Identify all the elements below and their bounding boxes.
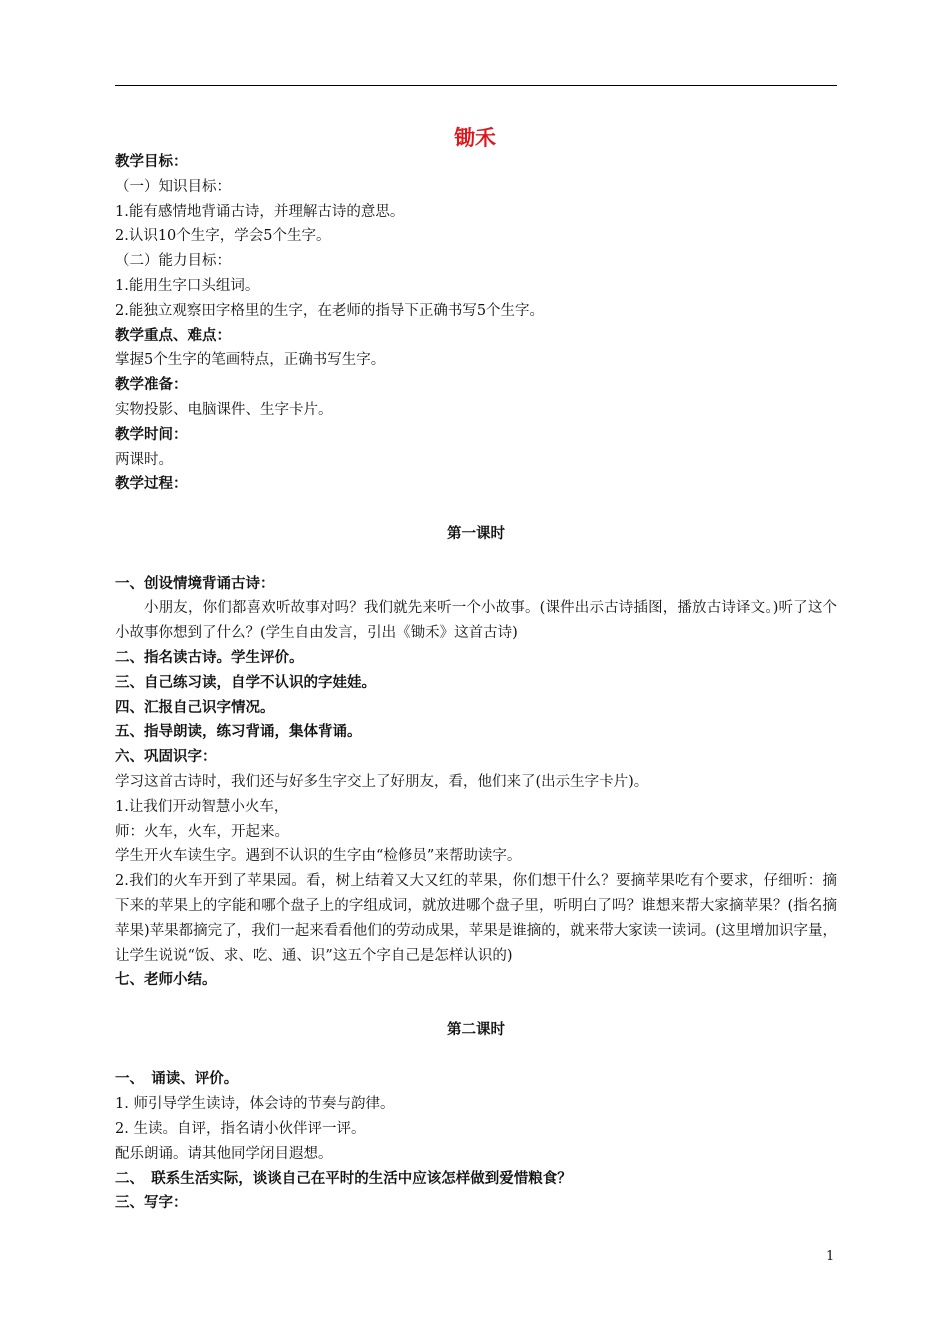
lesson1-step-6-item-2: 师：火车，火车，开起来。 <box>115 823 289 840</box>
lesson1-step-6-text: 学习这首古诗时，我们还与好多生字交上了好朋友，看，他们来了(出示生字卡片)。 <box>115 773 649 790</box>
preparation-text: 实物投影、电脑课件、生字卡片。 <box>115 401 333 418</box>
lesson2-step-3: 三、写字： <box>115 1195 188 1212</box>
ability-item-1: 1.能用生字口头组词。 <box>115 277 260 294</box>
document-title: 锄禾 <box>454 126 496 150</box>
process-heading: 教学过程： <box>115 476 188 493</box>
lesson1-step-3: 三、自己练习读，自学不认识的字娃娃。 <box>115 674 376 691</box>
preparation-heading: 教学准备： <box>115 377 188 394</box>
lesson1-step-5: 五、指导朗读，练习背诵，集体背诵。 <box>115 724 362 741</box>
ability-item-2: 2.能独立观察田字格里的生字，在老师的指导下正确书写5个生字。 <box>115 302 545 319</box>
header-rule <box>115 85 837 86</box>
lesson1-step-1-text: 小朋友，你们都喜欢听故事对吗？我们就先来听一个小故事。(课件出示古诗插图，播放古诗译文。)听了这个小故事你想到了什么？(学生自由发言，引出《锄禾》这首古诗) <box>115 600 837 642</box>
knowledge-item-1: 1.能有感情地背诵古诗，并理解古诗的意思。 <box>115 203 405 220</box>
knowledge-item-2: 2.认识10个生字，学会5个生字。 <box>115 228 331 245</box>
lesson2-heading: 第二课时 <box>447 1021 505 1038</box>
lesson2-step-2: 二、 联系生活实际，谈谈自己在平时的生活中应该怎样做到爱惜粮食？ <box>115 1170 572 1187</box>
key-points-heading: 教学重点、难点： <box>115 327 231 344</box>
page-number: 1 <box>826 1249 835 1264</box>
lesson2-step-1-item-1: 1. 师引导学生读诗，体会诗的节奏与韵律。 <box>115 1096 395 1113</box>
knowledge-heading: （一）知识目标： <box>115 178 231 195</box>
lesson1-step-4: 四、汇报自己识字情况。 <box>115 699 275 716</box>
lesson1-step-6: 六、巩固识字： <box>115 749 217 766</box>
lesson1-step-7: 七、老师小结。 <box>115 972 217 989</box>
lesson2-step-1: 一、 诵读、评价。 <box>115 1071 239 1088</box>
lesson1-step-2: 二、指名读古诗。学生评价。 <box>115 649 304 666</box>
lesson1-step-1: 一、创设情境背诵古诗： <box>115 575 275 592</box>
objectives-heading: 教学目标： <box>115 154 188 170</box>
lesson2-step-1-item-2: 2. 生读。自评，指名请小伙伴评一评。 <box>115 1121 366 1138</box>
time-heading: 教学时间： <box>115 426 188 443</box>
document-body <box>115 150 837 1216</box>
lesson1-step-6-item-3: 学生开火车读生字。遇到不认识的生字由“检修员”来帮助读字。 <box>115 848 522 865</box>
lesson1-step-6-item-1: 1.让我们开动智慧小火车， <box>115 798 289 815</box>
lesson1-step-6-item-4: 2.我们的火车开到了苹果园。看，树上结着又大又红的苹果，你们想干什么？要摘苹果吃有个要求，仔细听：摘下来的苹果上的字能和哪个盘子上的字组成词，就放进哪个盘子里，听明白了吗？谁想来帮大家摘苹果？(指名摘苹果)苹果都摘完了，我们一起来看看他们的劳动成果，苹果是谁摘的，就来带大家读一读词。(这里增加识字量，让学生说说“饭、求、吃、通、识”这五个字自己是怎样认识的) <box>115 873 837 964</box>
lesson2-step-1-item-3: 配乐朗诵。请其他同学闭目遐想。 <box>115 1145 333 1162</box>
lesson1-heading: 第一课时 <box>447 525 505 542</box>
ability-heading: （二）能力目标： <box>115 253 231 270</box>
time-text: 两课时。 <box>115 451 173 468</box>
key-points-text: 掌握5个生字的笔画特点，正确书写生字。 <box>115 352 386 369</box>
